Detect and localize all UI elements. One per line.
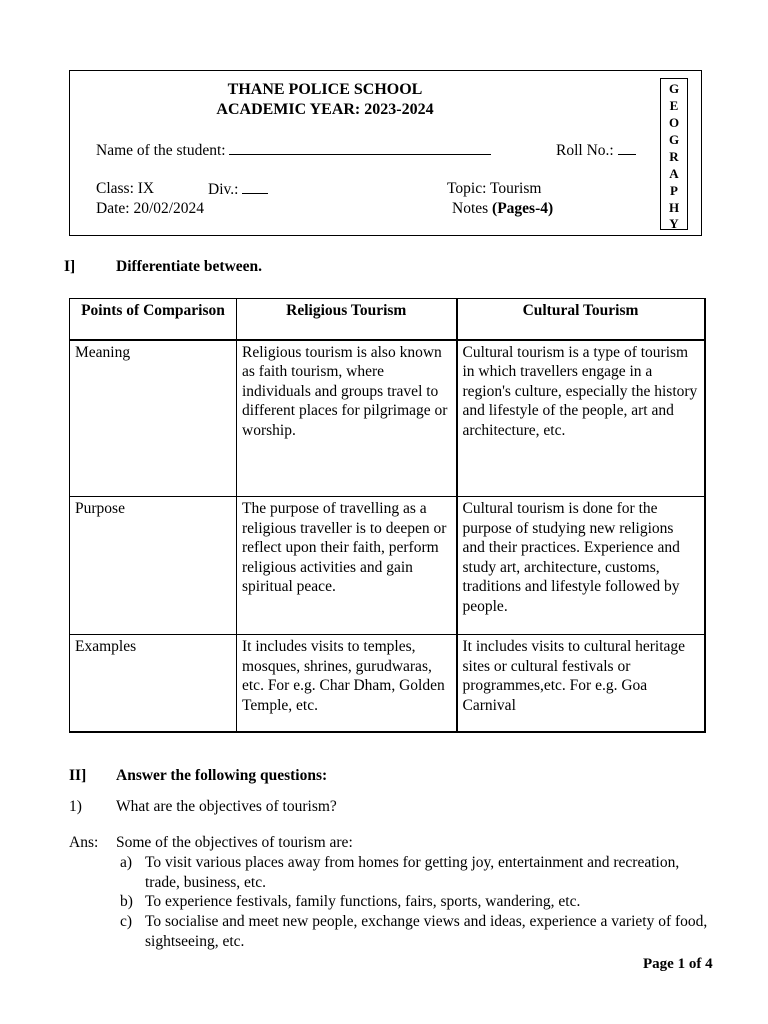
roll-no-line [556, 140, 636, 161]
list-item-label: a) [120, 854, 133, 871]
div-line [208, 179, 268, 200]
table-cell: Examples [70, 635, 237, 732]
list-item-text: To experience festivals, family functions, fairs, sports, wandering, etc. [145, 893, 581, 910]
section-2-number: II] [69, 767, 87, 784]
section-1-title: Differentiate between. [116, 258, 263, 275]
table-row [70, 497, 705, 635]
page-number: Page 1 of 4 [643, 956, 713, 972]
subject-letter: Y [669, 216, 679, 229]
question-number: 1) [69, 798, 82, 815]
subject-letter: R [669, 149, 679, 164]
table-row [70, 340, 705, 497]
subject-letter: A [669, 166, 679, 181]
subject-letter: E [669, 98, 679, 113]
table-row [70, 635, 705, 732]
table-cell: Meaning [70, 340, 237, 497]
topic-label: Topic: Tourism [447, 180, 542, 197]
roll-no-blank [618, 140, 636, 155]
table-cell: The purpose of travelling as a religious traveller is to deepen or reflect upon their faith, perform religious activities and gain spiritual peace. [237, 497, 457, 635]
notes-line [452, 199, 553, 219]
subject-letter: G [668, 132, 680, 147]
class-label: Class: IX [96, 180, 155, 197]
list-item [120, 853, 720, 893]
list-item [120, 912, 720, 952]
column-header: Cultural Tourism [457, 299, 705, 340]
list-item-label: b) [120, 893, 133, 910]
school-name: THANE POLICE SCHOOL [227, 81, 423, 98]
div-label: Div.: [208, 181, 239, 198]
student-name-line [96, 140, 491, 161]
section-1-number: I] [64, 258, 76, 275]
date-label: Date: 20/02/2024 [96, 200, 205, 217]
table-cell: Religious tourism is also known as faith tourism, where individuals and groups travel to different places for pilgrimage or worship. [237, 340, 457, 497]
column-header: Points of Comparison [70, 299, 237, 340]
student-name-label: Name of the student: [96, 142, 226, 159]
div-blank [242, 179, 268, 194]
subject-letter: O [668, 115, 680, 130]
section-2-title: Answer the following questions: [116, 767, 328, 784]
notes-pages: (Pages-4) [492, 200, 554, 217]
list-item-text: To socialise and meet new people, exchange views and ideas, experience a variety of food, sightseeing, etc. [145, 913, 708, 950]
table-cell: Cultural tourism is done for the purpose of studying new religions and their practices. Experience and study art, architecture, customs, traditions and lifestyle followed by people. [457, 497, 705, 635]
subject-letter: G [668, 81, 680, 96]
table-cell: Purpose [70, 497, 237, 635]
answer-intro: Some of the objectives of tourism are: [116, 834, 353, 851]
student-name-blank [229, 140, 491, 155]
table-cell: It includes visits to cultural heritage sites or cultural festivals or programmes,etc. For e.g. Goa Carnival [457, 635, 705, 732]
answer-label: Ans: [69, 834, 99, 851]
academic-year: ACADEMIC YEAR: 2023-2024 [216, 101, 434, 118]
subject-vertical-box [660, 78, 688, 230]
table-cell: Cultural tourism is a type of tourism in which travellers engage in a region's culture, especially the history and lifestyle of the people, art and architecture, etc. [457, 340, 705, 497]
subject-letter: P [670, 183, 678, 198]
column-header: Religious Tourism [237, 299, 457, 340]
list-item-text: To visit various places away from homes for getting joy, entertainment and recreation, trade, business, etc. [145, 854, 680, 891]
table-header-row [70, 299, 705, 340]
list-item-label: c) [120, 913, 133, 930]
notes-label: Notes [452, 200, 489, 217]
comparison-table [69, 298, 706, 733]
list-item [120, 892, 720, 912]
roll-no-label: Roll No.: [556, 142, 614, 159]
table-cell: It includes visits to temples, mosques, shrines, gurudwaras, etc. For e.g. Char Dham, Golden Temple, etc. [237, 635, 457, 732]
subject-letter: H [668, 200, 680, 215]
question-text: What are the objectives of tourism? [116, 798, 337, 815]
